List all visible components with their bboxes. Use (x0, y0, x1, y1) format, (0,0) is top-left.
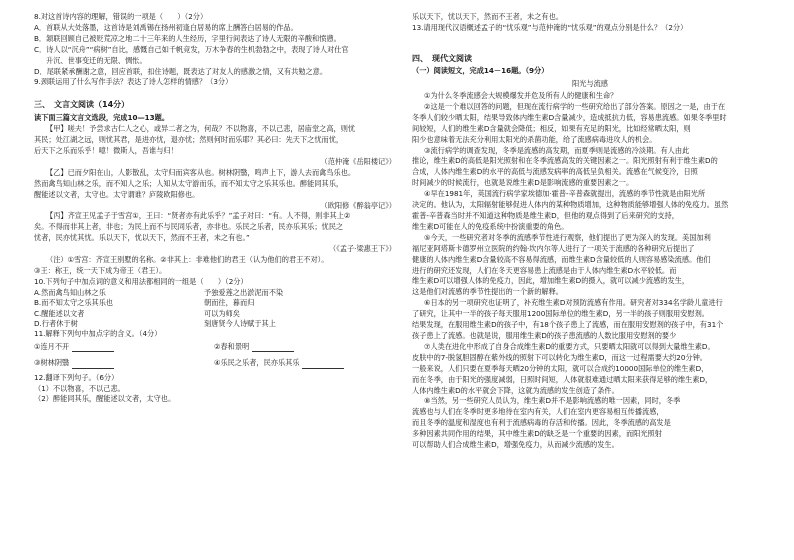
answer-blank[interactable] (302, 360, 344, 369)
article-p4-line: 霍普-辛普森当时并不知道这种物质是维生素D，但他的观点得到了后来研究的支持， (412, 211, 679, 220)
passage-jia-line: 后天下之乐而乐乎！噫！微斯人，吾谁与归！ (34, 145, 178, 155)
q10-option-a-left: A.然而禽鸟知山林之乐 (34, 287, 106, 297)
q11-item: ④乐民之乐者，民亦乐其乐 (214, 358, 394, 368)
article-p7-line: 人体内维生素D的水平就会下降，这就为流感的发生创造了条件。 (412, 385, 619, 395)
answer-blank[interactable] (72, 360, 114, 369)
article-paragraph-1: ①为什么冬季流感会大规模爆发并危及所有人的健康和生命？ (424, 91, 618, 101)
q10-option-d-left: D.行者休于树 (34, 318, 78, 328)
article-p5-line: 维生素D可以增强人体的免疫力，因此，增加维生素D的摄入，就可以减少流感的发生， (412, 276, 690, 286)
article-p4-line: 决定的。他认为，太阳辐射能够促进人体内的某种物质增加，这种物质能够增强人体的免疫力。虽然 (412, 200, 729, 210)
article-p7-line: 皮肤中的7-脱氢胆固醇在紫外线的照射下可以转化为维生素D，而这一过程需要大约20分钟。 (412, 352, 707, 362)
q8-option-d: D．尾联紧承酬谢之意，回应首联，扣住诗题，既表达了对友人的感激之情，又有共勉之意。 (34, 66, 328, 76)
article-p7-line: 而在冬季，由于阳光的强度减弱，日照时间短，人体就很难通过晒太阳来获得足够的维生素D， (412, 374, 713, 384)
article-p3-line: 推论，维生素D的高低是阳光照射和在冬季流感高发的关键因素之一。阳光照射有利于维生素D的 (412, 156, 718, 166)
article-p5-line: ⑤今天，一些研究者对冬季的流感季节性进行观察，他们提出了更为深入的发现。美国加利 (424, 232, 711, 242)
passage-yi-line: 【乙】已而夕阳在山，人影散乱，太守归而宾客从也。树林阴翳，鸣声上下，游人去而禽鸟乐也。 (46, 167, 356, 177)
article-title: 阳光与流感 (572, 78, 608, 88)
q10-option-b-right: 朝而往，暮而归 (204, 298, 255, 308)
q10-option-b-left: B.而不知太守之乐其乐也 (34, 298, 114, 308)
article-p4-line: ④早在1981年，英国流行病学家埃德加·霍普-辛普森就提出，流感的季节性就是由阳光所 (424, 189, 706, 199)
article-p2-line: ②这是一个难以回答的问题，但现在流行病学的一些研究给出了部分答案。原因之一是，由于在 (424, 101, 726, 111)
article-p3-line: 时间减少的时候流行，也就是说维生素D是影响流感的重要因素之一。 (412, 178, 634, 188)
article-p2-line: 冬季人们较少晒太阳，结果导致体内维生素D含量减少，造成抵抗力低，容易患流感。如果冬季里时 (412, 112, 727, 122)
passage-bing-source: （《孟子·梁惠王下》） (329, 244, 396, 254)
passage-bing-line: 忧者，民亦忧其忧。乐以天下，忧以天下，然而不王者，未之有也。” (34, 233, 250, 243)
q12-stem: 12.翻译下列句子。（6分） (34, 372, 119, 382)
article-p8-line: 可以帮助人们合成维生素D，增强免疫力，从而减少流感的发生。 (412, 440, 619, 450)
passage-bing-line: 【丙】齐宣王见孟子于雪宫①，王曰：“贤者亦有此乐乎？”孟子对曰：“有。人不得，则非其上② (46, 211, 351, 221)
q12-sentence-1: （1）不以物喜，不以己悲。 (34, 383, 125, 393)
q8-stem: 8.对这首诗内容的理解，错误的一项是（ ）（2分） (34, 12, 208, 21)
annotation-line: （注）①雪宫：齐宣王别墅的名称。②非其上：非难他们的君王（认为他们的君王不对）。 (46, 255, 329, 265)
article-p8-line: 而且冬季的温度和湿度也有利于流感病毒的存活和传播。因此，冬季流感的高发是 (412, 418, 671, 428)
q10-option-c-left: C.醒能述以文者 (34, 308, 85, 318)
q10-option-d-right: 刻唐贤今人诗赋于其上 (204, 318, 276, 328)
annotation-line: ③王：称王，统一天下成为帝王（君王）。 (34, 265, 167, 275)
article-p5-line: 这是他们对流感的季节性提出的一个新的解释。 (412, 287, 563, 297)
right-column (412, 12, 768, 451)
q11-items (34, 342, 404, 369)
q13-stem: 13.请用现代汉语概述孟子的“忧乐观”与范仲淹的“忧乐观”的观点分别是什么？（2分） (412, 22, 688, 32)
q10-option-c-right: 可以为师矣 (204, 308, 240, 318)
article-p5-line: 健康的人体内维生素D含量较高不容易得流感，而维生素D含量较低的人则容易感染流感。他们 (412, 254, 711, 264)
section-4-instruction: （一）阅读短文，完成14－16题。（9分） (412, 66, 549, 76)
article-p3-line: 合成，人体内维生素D的水平的高低与流感发病率的高低呈负相关。流感在气候变冷，日照 (412, 167, 698, 177)
q10-option-a-right: 予独爱莲之出淤泥而不染 (204, 287, 284, 297)
q11-item: ③树林阴翳 (34, 358, 214, 368)
left-column (34, 12, 404, 405)
answer-blank[interactable] (72, 343, 114, 352)
q11-stem: 11.解释下列句中加点字的含义。（4分） (34, 329, 162, 339)
passage-jia-line: 【甲】嗟夫！予尝求古仁人之心，或异二者之为，何哉？不以物喜，不以己悲，居庙堂之高，则忧 (46, 124, 356, 134)
article-p7-line: 一般来说，人们只要在夏季每天晒20分钟的太阳，就可以合成约10000国际单位的维生素D， (412, 363, 709, 373)
article-p8-line: 多种因素共同作用的结果，其中维生素D的缺乏是一个重要的因素，而阳光照射 (412, 429, 662, 439)
answer-blank[interactable] (252, 343, 294, 352)
q11-item: ①连月不开 (34, 342, 214, 352)
passage-yi-line: 然而禽鸟知山林之乐，而不知人之乐；人知从太守游而乐，而不知太守之乐其乐也。醉能同其乐， (34, 178, 344, 188)
passage-yi-line: 醒能述以文者，太守也。太守谓谁？庐陵欧阳修也。 (34, 189, 200, 199)
section-3-instruction: 读下面三篇文言文选段，完成10—13题。 (34, 112, 170, 122)
article-p5-line: 进行的研究还发现，人们在冬天更容易患上流感是由于人体内维生素D水平较低。而 (412, 265, 677, 275)
q8-option-c: C．诗人以“沉舟”“病树”自比，感慨自己如千帆竞发，万木争春的生机勃勃之中，表现了诗人对仕官 (34, 44, 349, 54)
passage-jia-source: （范仲淹《岳阳楼记》） (320, 156, 396, 166)
q10-options (34, 288, 404, 330)
q9-stem: 9.颈联运用了什么写作手法？表达了诗人怎样的情感？（3分） (34, 77, 233, 87)
article-p8-line: ⑧当然，另一些研究人员认为，维生素D并不是影响流感的唯一因素，同时，冬季 (424, 396, 681, 406)
section-3-heading: 三、 文言文阅读（14分） (34, 100, 130, 110)
passage-jia-line: 其民；处江湖之远，则忧其君，是进亦忧，退亦忧；然则何时而乐耶？其必曰：先天下之忧而忧， (34, 135, 344, 145)
q11-item: ②春和景明 (214, 342, 394, 352)
q8-option-a: A．首联从大处落墨，这首诗是刘禹锡在扬州初逢白居易的席上酬答白居易的作品。 (34, 22, 298, 32)
passage-yi-source: （欧阳修《醉翁亭记》） (320, 200, 396, 210)
article-p6-line: ⑥日本的另一项研究也证明了，补充维生素D对预防流感有作用。研究者对334名学龄儿童进行 (424, 298, 723, 308)
article-p3-line: ③流行病学的调查发现，冬季是流感的高发期，而夏季则是流感的冷淡期。有人由此 (424, 145, 690, 155)
passage-bing-line: 矣。不得而非其上者，非也；为民上而不与民同乐者，亦非也。乐民之乐者，民亦乐其乐；忧民之 (34, 222, 344, 232)
article-p2-line: 间较短，人们的维生素D含量就会降低；相反，如果有充足的阳光，比如经常晒太阳，则 (412, 123, 691, 133)
q12-sentence-2: （2）醉能同其乐，醒能述以文者，太守也。 (34, 394, 176, 404)
article-p6-line: 了研究，让其中一半的孩子每天服用1200国际单位的维生素D，另一半的孩子则服用安慰剂。 (412, 309, 709, 319)
article-p7-line: ⑦人类在进化中形成了自身合成维生素D的重要方式，只要晒太阳就可以得到大量维生素D。 (424, 341, 715, 351)
section-4-heading: 四、 现代文阅读 (412, 53, 472, 63)
article-p5-line: 福尼亚阿塔斯卡德罗州立医院的约翰·坎内尔等人进行了一项关于流感的各种研究后提出了 (412, 243, 695, 253)
article-p6-line: 结果发现，在服用维生素D的孩子中，有18个孩子患上了流感，而在服用安慰剂的孩子中，有31个 (412, 320, 724, 330)
q10-stem: 10.下列句子中加点词的意义和用法都相同的一组是（ ）（2分） (34, 276, 248, 286)
q8-option-b: B．颔联回顾自己被贬荒凉之地二十三年来的人生经历，字里行间表达了诗人无限的辛酸和愤懑。 (34, 33, 341, 43)
article-p2-line: 阳少也意味着无法充分利用太阳光的杀菌功能，给了流感病毒进攻人的机会。 (412, 134, 657, 144)
q8-option-c-cont: 升沉、世事变迁的无限、惆怅。 (46, 55, 147, 65)
article-p8-line: 流感也与人们在冬季时更多地待在室内有关，人们在室内更容易相互传播流感， (412, 407, 664, 417)
article-p6-line: 孩子患上了流感。也就是说，服用维生素D的孩子患流感的人数比服用安慰剂的要少 (412, 330, 677, 340)
passage-bing-continued: 乐以天下，忧以天下，然而不王者，未之有也。 (412, 12, 563, 21)
article-p4-line: 维生素D可能在人的免疫系统中扮演重要的角色。 (412, 221, 569, 231)
